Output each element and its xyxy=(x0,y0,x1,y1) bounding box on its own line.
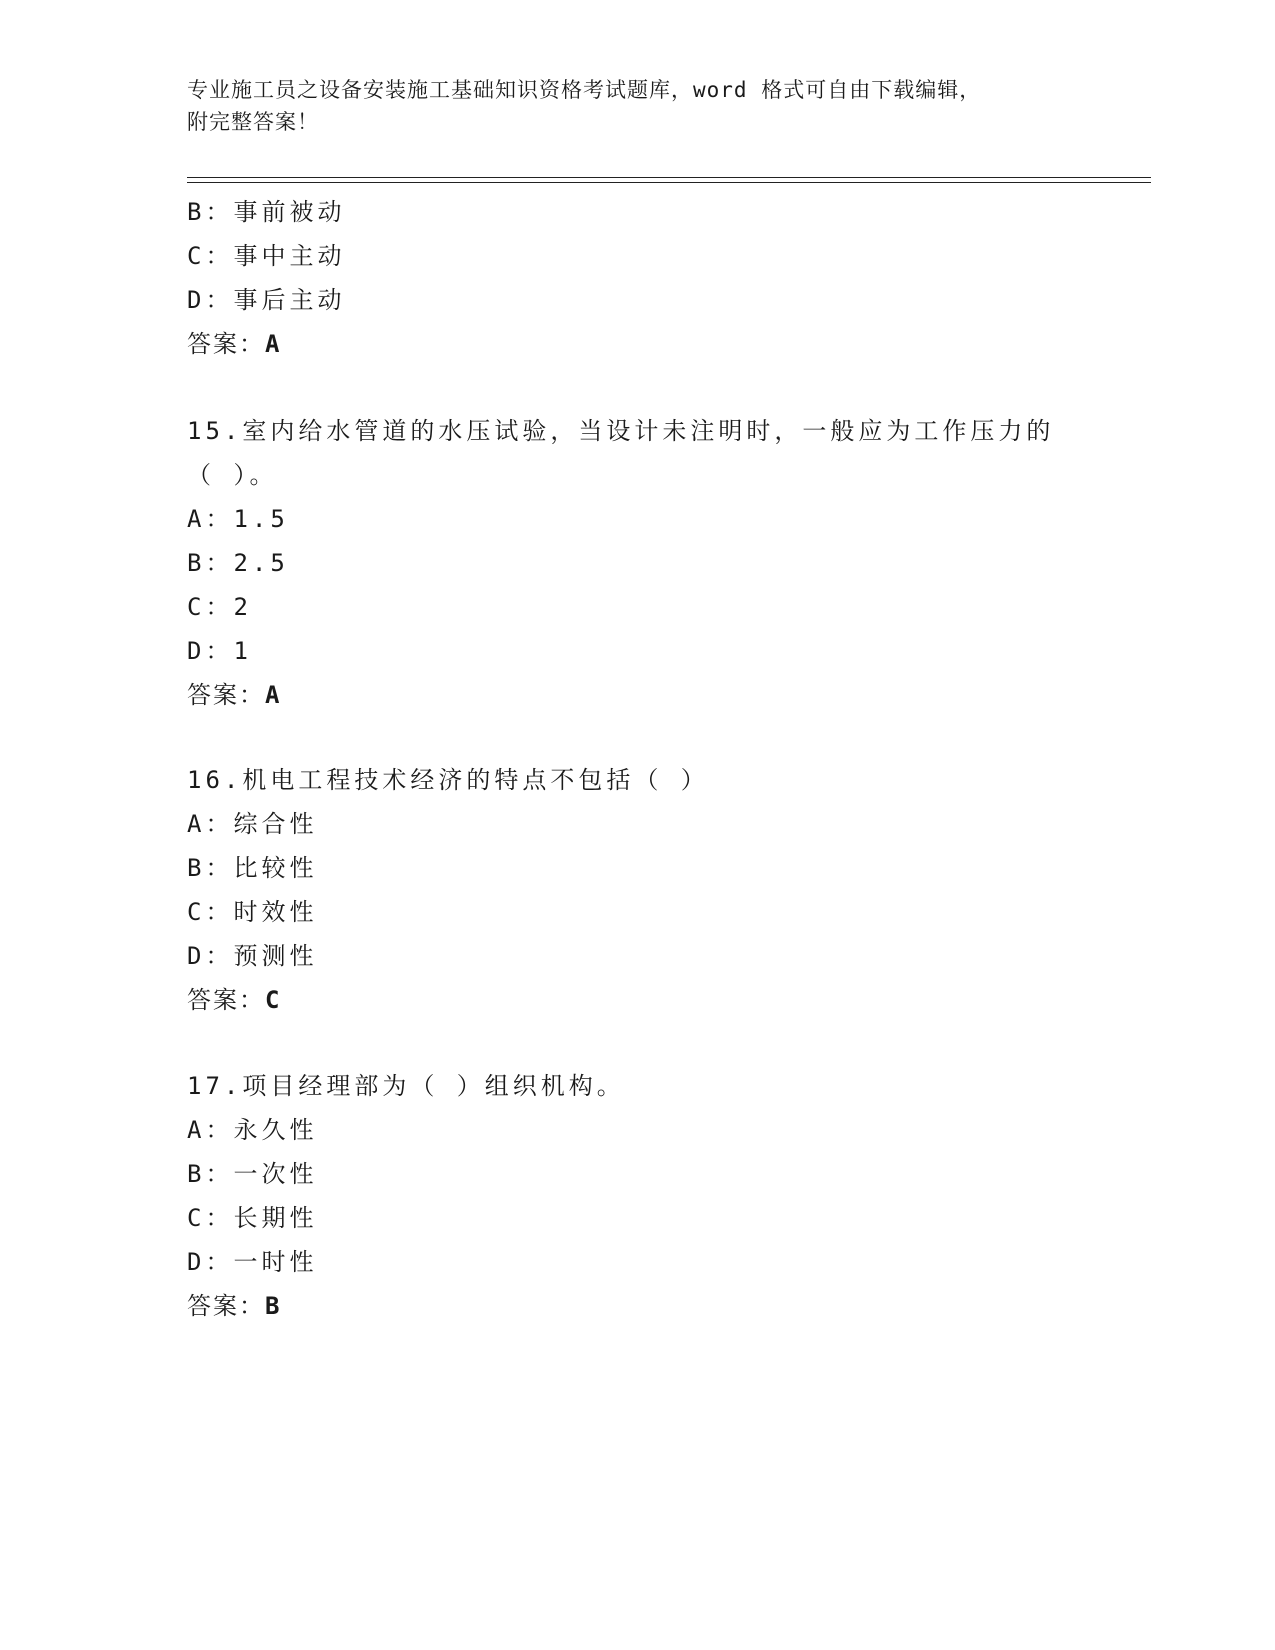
option-text: 长期性 xyxy=(233,1204,318,1232)
answer-label: 答案： xyxy=(187,330,265,358)
option-text: 永久性 xyxy=(233,1116,318,1144)
option-label: D： xyxy=(187,942,234,970)
option-label: A： xyxy=(187,505,234,533)
option-d xyxy=(187,280,345,315)
answer-value: A xyxy=(265,330,282,358)
question-15-text-cont: （ ）。 xyxy=(187,461,278,489)
answer-value: C xyxy=(265,986,282,1014)
option-text: 2 xyxy=(233,593,252,621)
option-text: 1.5 xyxy=(233,505,289,533)
option-d xyxy=(187,631,252,666)
option-label: C： xyxy=(187,898,234,926)
answer-line xyxy=(187,980,281,1015)
header-divider-bottom xyxy=(187,182,1151,183)
option-text: 1 xyxy=(233,637,252,665)
option-text: 预测性 xyxy=(233,942,318,970)
option-label: C： xyxy=(187,593,234,621)
option-b xyxy=(187,192,345,227)
header-line-1: 专业施工员之设备安装施工基础知识资格考试题库，word 格式可自由下载编辑， xyxy=(187,78,982,102)
option-d xyxy=(187,1242,317,1277)
option-text: 一次性 xyxy=(233,1160,318,1188)
option-b xyxy=(187,1154,317,1189)
answer-value: B xyxy=(265,1292,282,1320)
option-label: B： xyxy=(187,854,234,882)
answer-label: 答案： xyxy=(187,1292,265,1320)
option-a xyxy=(187,499,289,534)
option-label: D： xyxy=(187,637,234,665)
option-c xyxy=(187,892,317,927)
option-c xyxy=(187,236,345,271)
header-line-2: 附完整答案！ xyxy=(187,110,319,134)
answer-line xyxy=(187,1286,281,1321)
option-label: B： xyxy=(187,549,234,577)
option-label: D： xyxy=(187,286,234,314)
option-label: C： xyxy=(187,242,234,270)
option-b xyxy=(187,543,289,578)
option-a xyxy=(187,1110,317,1145)
option-label: B： xyxy=(187,1160,234,1188)
option-text: 事前被动 xyxy=(233,198,346,226)
question-17-text: 17.项目经理部为（ ）组织机构。 xyxy=(187,1072,625,1100)
question-16-text: 16.机电工程技术经济的特点不包括（ ） xyxy=(187,766,709,794)
answer-line xyxy=(187,675,281,710)
option-text: 事中主动 xyxy=(233,242,346,270)
answer-value: A xyxy=(265,681,282,709)
option-label: D： xyxy=(187,1248,234,1276)
answer-label: 答案： xyxy=(187,681,265,709)
option-text: 一时性 xyxy=(233,1248,318,1276)
option-label: B： xyxy=(187,198,234,226)
answer-line xyxy=(187,324,281,359)
option-b xyxy=(187,848,317,883)
option-text: 事后主动 xyxy=(233,286,346,314)
option-c xyxy=(187,1198,317,1233)
option-c xyxy=(187,587,252,622)
option-text: 时效性 xyxy=(233,898,318,926)
option-text: 2.5 xyxy=(233,549,289,577)
option-label: C： xyxy=(187,1204,234,1232)
option-a xyxy=(187,804,317,839)
option-d xyxy=(187,936,317,971)
header-divider-top xyxy=(187,177,1151,178)
option-label: A： xyxy=(187,810,234,838)
option-label: A： xyxy=(187,1116,234,1144)
option-text: 比较性 xyxy=(233,854,318,882)
question-15-text: 15.室内给水管道的水压试验，当设计未注明时，一般应为工作压力的 xyxy=(187,417,1055,445)
document-header xyxy=(187,74,1087,138)
option-text: 综合性 xyxy=(233,810,318,838)
answer-label: 答案： xyxy=(187,986,265,1014)
